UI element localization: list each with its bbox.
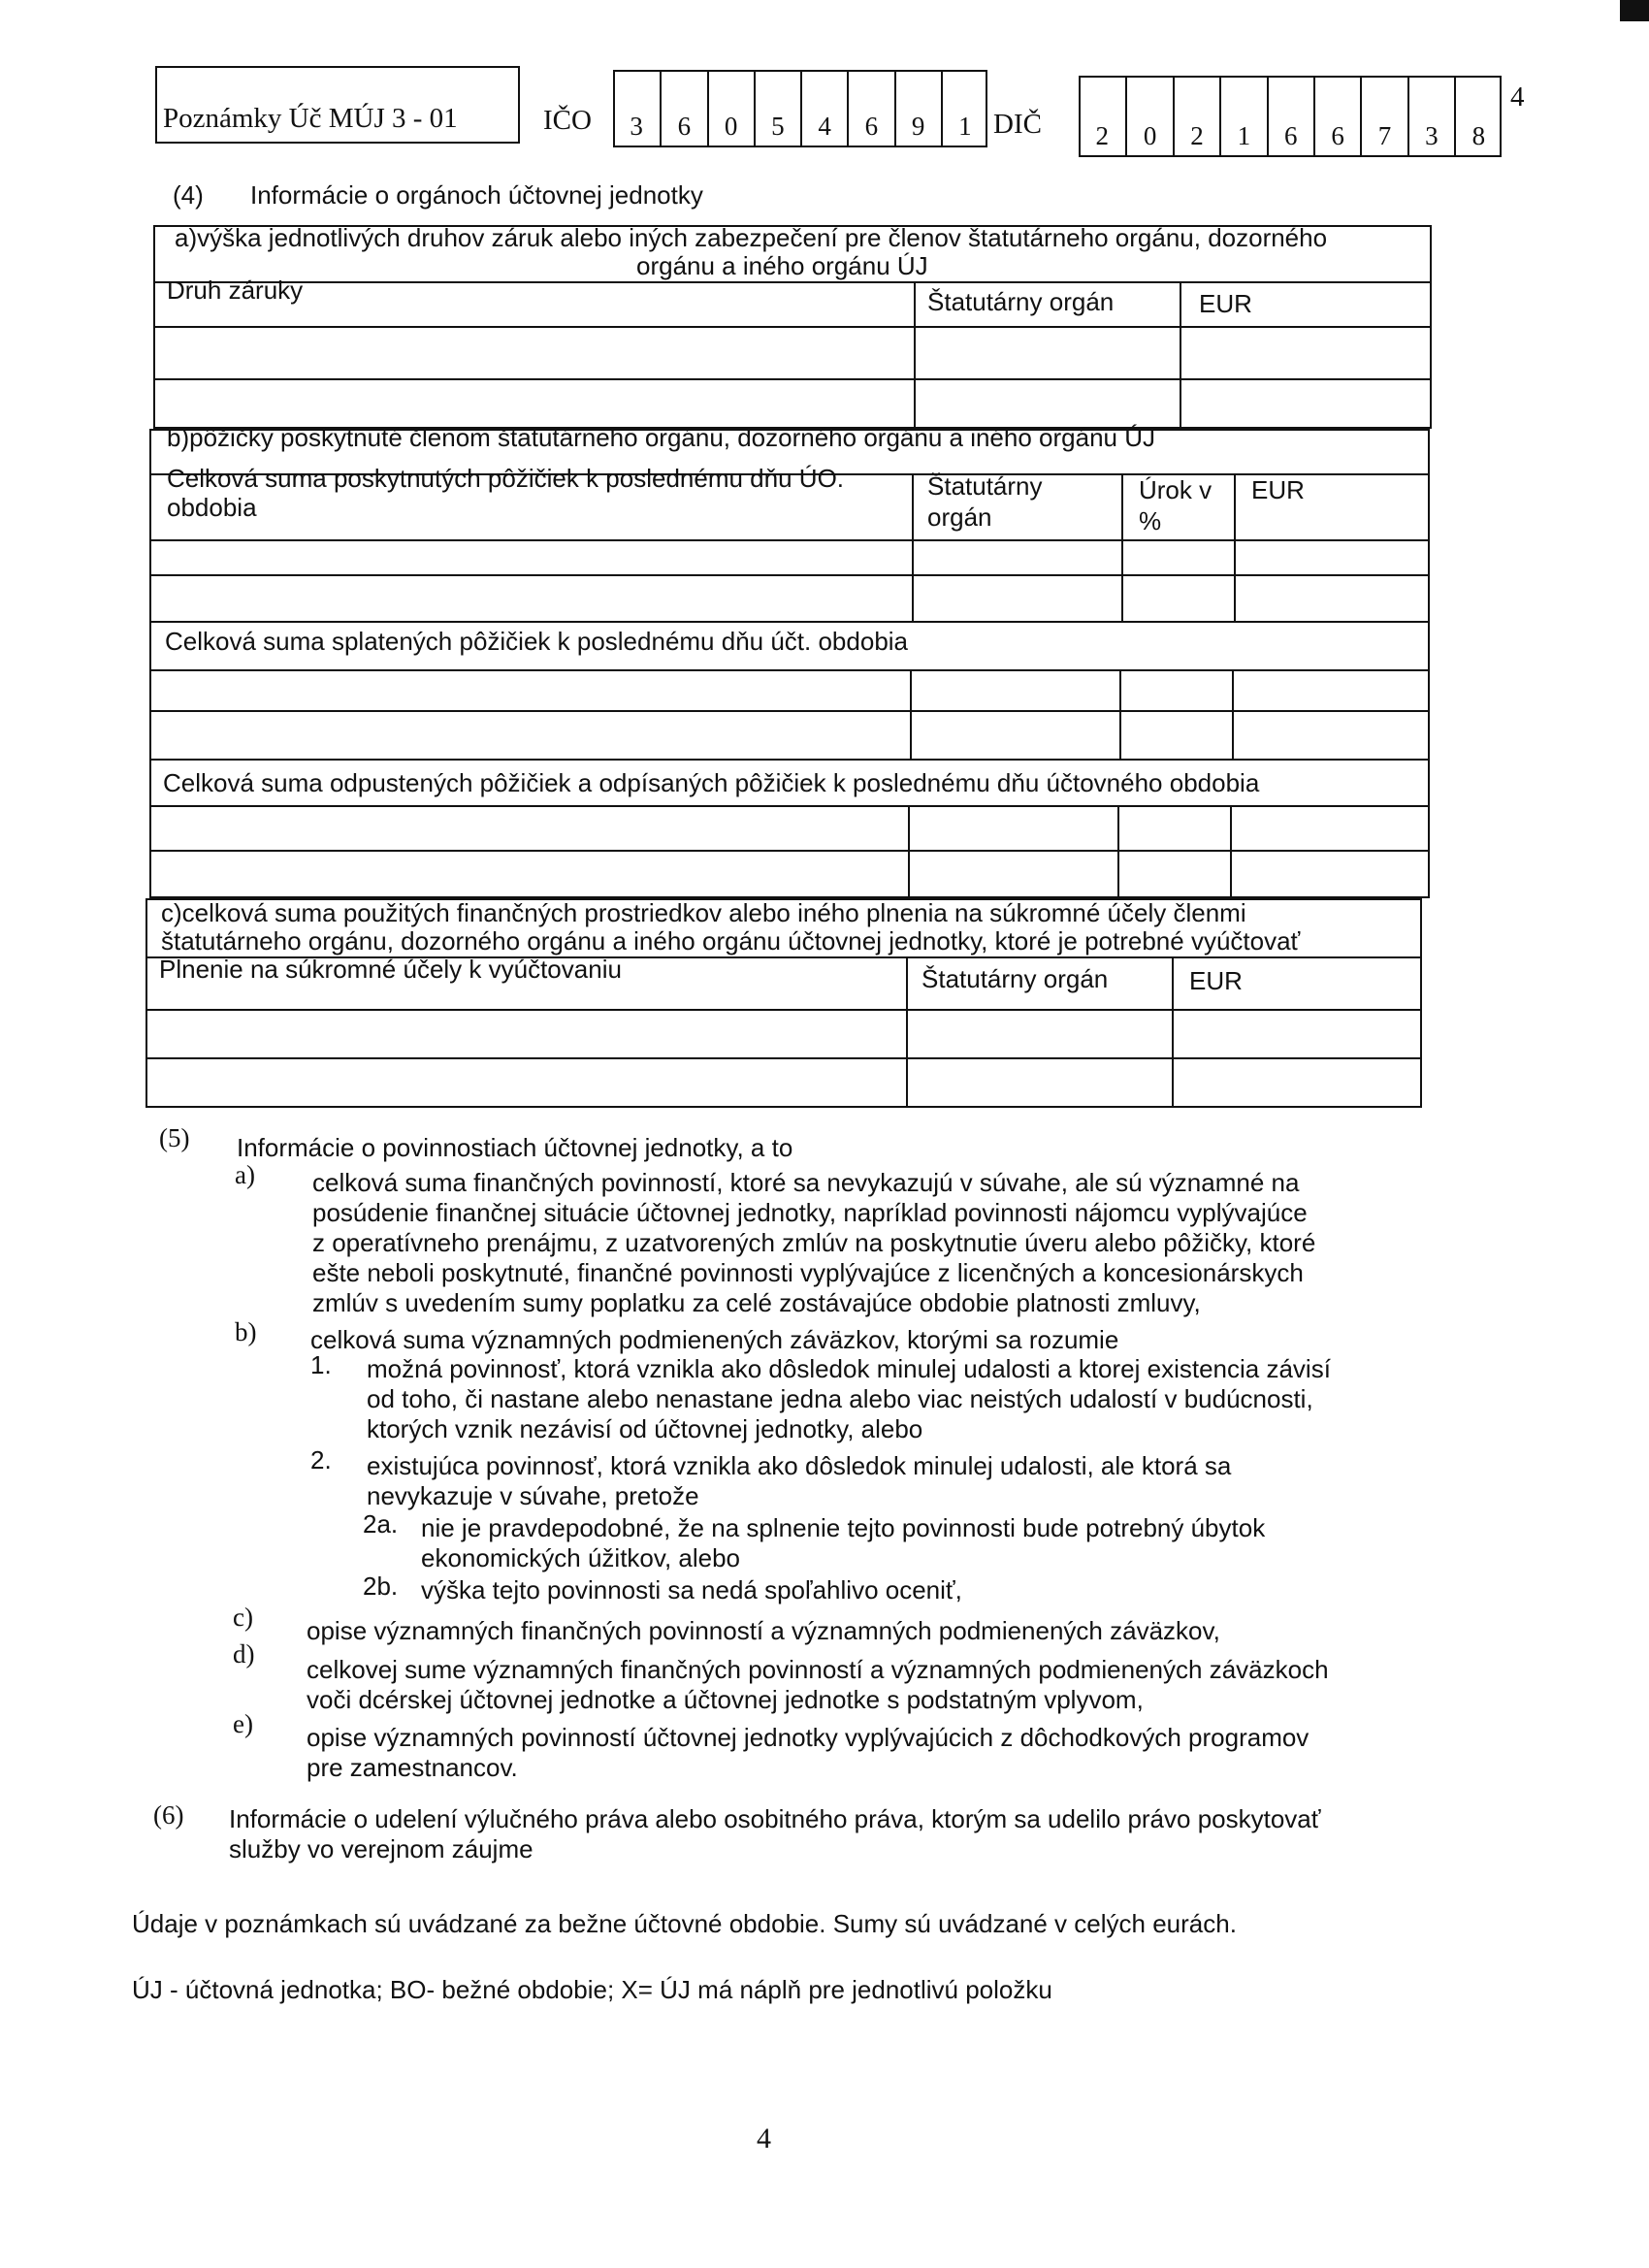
ico-label: IČO [543, 105, 592, 136]
section6-text [229, 1804, 1422, 1864]
section5-b2b-num: 2b. [363, 1571, 399, 1601]
table-c-title-2: štatutárneho orgánu, dozorného orgánu a iného orgánu účtovnej jednotky, ktoré je potrebné vyúčtovať [161, 926, 1301, 956]
table-b-line [912, 473, 914, 621]
table-c-line [1172, 956, 1174, 1108]
table-c-line [906, 956, 908, 1108]
text-line: služby vo verejnom záujme [229, 1834, 534, 1863]
table-b-line [908, 805, 910, 898]
digit-cell: 6 [1267, 76, 1313, 157]
digit-cell: 9 [894, 70, 941, 147]
table-b-title: b)pôžičky poskytnuté členom štatutárneho orgánu, dozorného orgánu a iného orgánu ÚJ [167, 423, 1155, 452]
digit-cell: 2 [1095, 121, 1109, 150]
text-line: ktorých vznik nezávisí od účtovnej jednotky, alebo [367, 1414, 923, 1443]
section5-a-text [312, 1168, 1418, 1318]
digit-cell: 8 [1454, 76, 1501, 157]
digit-cell: 6 [660, 70, 706, 147]
section5-b2-text [367, 1451, 1420, 1511]
section5-d-text [307, 1655, 1420, 1715]
footer-note-periods: Údaje v poznámkach sú uvádzané za bežne účtovné obdobie. Sumy sú uvádzané v celých eurách. [132, 1909, 1237, 1938]
section5-b2b-text: výška tejto povinnosti sa nedá spoľahlivo oceniť, [421, 1575, 962, 1604]
digit-cell: 0 [707, 70, 754, 147]
section5-c-label: c) [233, 1603, 253, 1632]
table-b-forgiven-label: Celková suma odpustených pôžičiek a odpísaných pôžičiek k poslednému dňu účtovného obdobia [163, 768, 1260, 797]
table-c-line [146, 1009, 1422, 1011]
table-b-repaid-label: Celková suma splatených pôžičiek k poslednému dňu účt. obdobia [165, 627, 909, 656]
text-line: pre zamestnancov. [307, 1753, 518, 1782]
table-c-title-1: c)celková suma použitých finančných prostriedkov alebo iného plnenia na súkromné účely členmi [161, 898, 1246, 927]
table-b-line [1230, 805, 1232, 898]
section4-title: Informácie o orgánoch účtovnej jednotky [250, 180, 703, 210]
section5-b-text: celková suma významných podmienených záväzkov, ktorými sa rozumie [310, 1325, 1119, 1354]
section5-b2-num: 2. [310, 1445, 332, 1474]
table-b-line [149, 539, 1430, 541]
text-line: zmlúv s uvedením sumy poplatku za celé zostávajúce obdobie platnosti zmluvy, [312, 1288, 1201, 1317]
table-b-line [1117, 805, 1119, 898]
table-a-col-statutory: Štatutárny orgán [927, 287, 1115, 316]
table-a-line [1180, 281, 1181, 429]
table-c-col-private: Plnenie na súkromné účely k vyúčtovaniu [159, 955, 622, 984]
table-b-line [1234, 473, 1236, 621]
page-corner-mark [1620, 0, 1649, 21]
table-b-col-eur: EUR [1251, 475, 1305, 504]
section5-c-text: opise významných finančných povinností a významných podmienených záväzkov, [307, 1616, 1220, 1645]
text-line: celkovej sume významných finančných povinností a významných podmienených záväzkoch [307, 1655, 1329, 1684]
section5-e-label: e) [233, 1709, 253, 1738]
digit-cell: 2 [1173, 76, 1219, 157]
table-a-line [153, 326, 1432, 328]
table-b-col-interest-2: % [1139, 506, 1162, 535]
text-line: Informácie o udelení výlučného práva alebo osobitného práva, ktorým sa udelilo právo poskytovať [229, 1804, 1321, 1833]
text-line: existujúca povinnosť, ktorá vznikla ako dôsledok minulej udalosti, ale ktorá sa [367, 1451, 1232, 1480]
table-b-line [149, 621, 1430, 623]
ico-digits [613, 70, 987, 147]
table-a-title-1: a)výška jednotlivých druhov záruk alebo iných zabezpečení pre členov štatutárneho orgánu, dozorného [175, 223, 1328, 252]
section5-b-label: b) [235, 1317, 257, 1346]
footer-note-abbreviations: ÚJ - účtovná jednotka; BO- bežné obdobie; X= ÚJ má náplň pre jednotlivú položku [132, 1975, 1052, 2004]
table-a-col-eur: EUR [1199, 289, 1252, 318]
text-line: ešte neboli poskytnuté, finančné povinnosti vyplývajúce z licenčných a koncesionárskych [312, 1258, 1304, 1287]
table-c-line [146, 1057, 1422, 1059]
table-b-col-statutory-1: Štatutárny [927, 471, 1043, 501]
page-badge: 4 [1510, 81, 1525, 113]
digit-cell: 6 [1313, 76, 1360, 157]
table-c-col-eur: EUR [1189, 966, 1243, 995]
section5-d-label: d) [233, 1639, 255, 1669]
section5-b1-text [367, 1354, 1420, 1444]
table-b-line [149, 759, 1430, 761]
page-number: 4 [757, 2122, 771, 2155]
section5-e-text [307, 1723, 1420, 1783]
text-line: celková suma finančných povinností, ktoré sa nevykazujú v súvahe, ale sú významné na [312, 1168, 1300, 1197]
text-line: nevykazuje v súvahe, pretože [367, 1481, 699, 1510]
text-line: z operatívneho prenájmu, z uzatvorených zmlúv na poskytnutie úveru alebo pôžičky, ktoré [312, 1228, 1316, 1257]
section5-b2a-text [421, 1513, 1420, 1573]
digit-cell: 5 [754, 70, 800, 147]
table-b-line [149, 669, 1430, 671]
section5-a-label: a) [235, 1160, 255, 1189]
text-line: nie je pravdepodobné, že na splnenie tejto povinnosti bude potrebný úbytok [421, 1513, 1266, 1542]
text-line: posúdenie finančnej situácie účtovnej jednotky, napríklad povinnosti nájomcu vyplývajúce [312, 1198, 1308, 1227]
table-a-col-type: Druh záruky [167, 275, 304, 305]
table-b-line [1121, 473, 1123, 621]
digit-cell: 3 [630, 112, 643, 141]
digit-cell: 0 [1125, 76, 1172, 157]
table-b-line [149, 850, 1430, 852]
section6-number: (6) [153, 1800, 184, 1830]
table-b-line [1232, 669, 1234, 759]
form-label: Poznámky Úč MÚJ 3 - 01 [163, 103, 458, 134]
table-b-col-total-2: obdobia [167, 493, 257, 522]
table-a-title-2: orgánu a iného orgánu ÚJ [636, 251, 928, 280]
digit-cell: 7 [1360, 76, 1406, 157]
table-a-line [914, 281, 916, 429]
table-b-line [910, 669, 912, 759]
table-b [149, 429, 1430, 898]
digit-cell: 6 [847, 70, 893, 147]
section4-number: (4) [173, 180, 204, 210]
table-a-line [153, 378, 1432, 380]
section5-b1-num: 1. [310, 1350, 332, 1379]
table-b-col-statutory-2: orgán [927, 502, 992, 532]
digit-cell: 1 [1219, 76, 1266, 157]
table-c-col-statutory: Štatutárny orgán [922, 964, 1109, 993]
table-b-line [149, 574, 1430, 576]
text-line: voči dcérskej účtovnej jednotke a účtovnej jednotke s podstatným vplyvom, [307, 1685, 1144, 1714]
digit-cell: 1 [941, 70, 987, 147]
table-b-line [149, 710, 1430, 712]
digit-cell: 4 [800, 70, 847, 147]
dic-label: DIČ [993, 109, 1042, 140]
text-line: možná povinnosť, ktorá vznikla ako dôsledok minulej udalosti a ktorej existencia závisí [367, 1354, 1331, 1383]
section5-b2a-num: 2a. [363, 1509, 399, 1539]
section5-number: (5) [159, 1123, 190, 1152]
table-b-line [149, 805, 1430, 807]
table-b-col-total-1: Celková suma poskytnutých pôžičiek k poslednému dňu ÚO. [167, 464, 845, 493]
table-b-line [1119, 669, 1121, 759]
text-line: opise významných povinností účtovnej jednotky vyplývajúcich z dôchodkových programov [307, 1723, 1310, 1752]
table-b-col-interest-1: Úrok v [1139, 475, 1212, 504]
digit-cell: 3 [1407, 76, 1454, 157]
dic-digits [1079, 76, 1502, 157]
text-line: od toho, či nastane alebo nenastane jedna alebo viac neistých udalostí v budúcnosti, [367, 1384, 1313, 1413]
table-a-line [153, 281, 1432, 283]
section5-title: Informácie o povinnostiach účtovnej jednotky, a to [237, 1133, 793, 1162]
text-line: ekonomických úžitkov, alebo [421, 1543, 741, 1572]
